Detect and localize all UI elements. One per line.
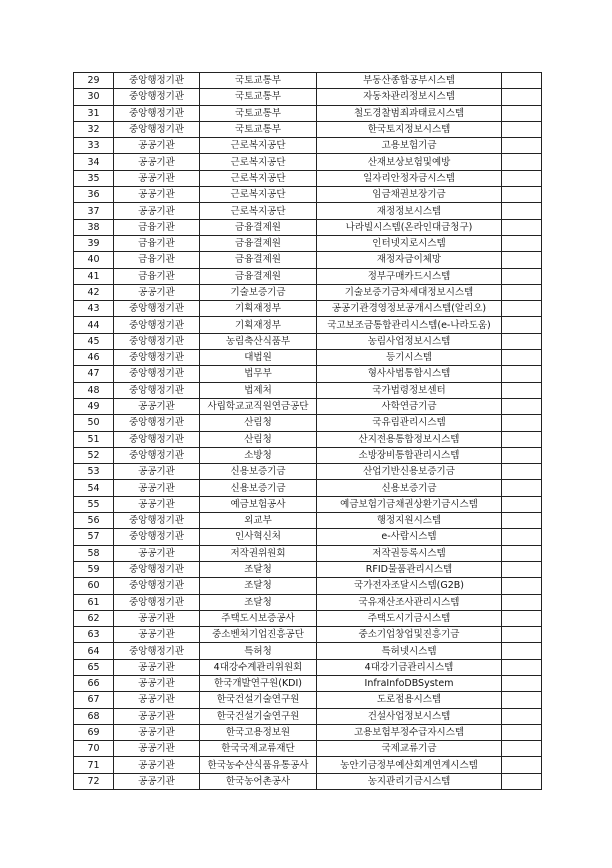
table-row	[74, 578, 542, 594]
agency-name-cell: 4대강수계관리위원회	[200, 659, 317, 675]
system-name-cell: 정부구매카드시스템	[317, 268, 502, 284]
table-row	[74, 219, 542, 235]
agency-name-cell: 기획재정부	[200, 317, 317, 333]
table-row	[74, 627, 542, 643]
agency-name-cell: 근로복지공단	[200, 187, 317, 203]
row-number-cell: 60	[74, 578, 114, 594]
note-cell	[502, 708, 542, 724]
row-number-cell: 68	[74, 708, 114, 724]
institution-type-cell: 중앙행정기관	[114, 643, 200, 659]
table-row	[74, 464, 542, 480]
table-row	[74, 561, 542, 577]
system-name-cell: 농림사업정보시스템	[317, 333, 502, 349]
table-row	[74, 301, 542, 317]
agency-name-cell: 소방청	[200, 447, 317, 463]
note-cell	[502, 545, 542, 561]
institution-type-cell: 중앙행정기관	[114, 447, 200, 463]
agency-name-cell: 금융결제원	[200, 219, 317, 235]
note-cell	[502, 350, 542, 366]
agency-name-cell: 한국건설기술연구원	[200, 708, 317, 724]
agency-name-cell: 근로복지공단	[200, 154, 317, 170]
note-cell	[502, 89, 542, 105]
system-name-cell: 고용보험부정수급자시스템	[317, 724, 502, 740]
institution-type-cell: 공공기관	[114, 496, 200, 512]
table-row	[74, 496, 542, 512]
system-name-cell: 재정자금이체망	[317, 252, 502, 268]
system-name-cell: 공공기관경영정보공개시스템(알리오)	[317, 301, 502, 317]
agency-name-cell: 금융결제원	[200, 252, 317, 268]
system-name-cell: 행정지원시스템	[317, 513, 502, 529]
institution-type-cell: 중앙행정기관	[114, 317, 200, 333]
note-cell	[502, 187, 542, 203]
agency-name-cell: 국토교통부	[200, 89, 317, 105]
institution-type-cell: 공공기관	[114, 284, 200, 300]
row-number-cell: 48	[74, 382, 114, 398]
row-number-cell: 52	[74, 447, 114, 463]
row-number-cell: 58	[74, 545, 114, 561]
row-number-cell: 43	[74, 301, 114, 317]
note-cell	[502, 431, 542, 447]
note-cell	[502, 219, 542, 235]
row-number-cell: 49	[74, 398, 114, 414]
system-name-cell: 나라빌시스템(온라인대금청구)	[317, 219, 502, 235]
agency-name-cell: 주택도시보증공사	[200, 610, 317, 626]
system-name-cell: 농안기금정부예산회계연계시스템	[317, 757, 502, 773]
row-number-cell: 71	[74, 757, 114, 773]
system-name-cell: 특허넷시스템	[317, 643, 502, 659]
table-row	[74, 724, 542, 740]
agency-name-cell: 법제처	[200, 382, 317, 398]
system-name-cell: 사학연금기금	[317, 398, 502, 414]
table-row	[74, 317, 542, 333]
table-row	[74, 366, 542, 382]
table-row	[74, 138, 542, 154]
row-number-cell: 65	[74, 659, 114, 675]
row-number-cell: 57	[74, 529, 114, 545]
note-cell	[502, 659, 542, 675]
table-row	[74, 447, 542, 463]
row-number-cell: 59	[74, 561, 114, 577]
system-name-cell: 산업기반신용보증기금	[317, 464, 502, 480]
agency-name-cell: 농림축산식품부	[200, 333, 317, 349]
institution-type-cell: 공공기관	[114, 757, 200, 773]
system-name-cell: 건설사업정보시스템	[317, 708, 502, 724]
row-number-cell: 69	[74, 724, 114, 740]
row-number-cell: 33	[74, 138, 114, 154]
institution-type-cell: 중앙행정기관	[114, 578, 200, 594]
agency-name-cell: 한국농어촌공사	[200, 773, 317, 789]
system-name-cell: 자동차관리정보시스템	[317, 89, 502, 105]
agency-name-cell: 국토교통부	[200, 105, 317, 121]
note-cell	[502, 366, 542, 382]
row-number-cell: 45	[74, 333, 114, 349]
agency-name-cell: 기획재정부	[200, 301, 317, 317]
table-row	[74, 382, 542, 398]
note-cell	[502, 252, 542, 268]
row-number-cell: 32	[74, 121, 114, 137]
institution-type-cell: 중앙행정기관	[114, 301, 200, 317]
note-cell	[502, 203, 542, 219]
row-number-cell: 41	[74, 268, 114, 284]
note-cell	[502, 773, 542, 789]
agency-name-cell: 한국국제교류재단	[200, 741, 317, 757]
note-cell	[502, 675, 542, 691]
row-number-cell: 37	[74, 203, 114, 219]
note-cell	[502, 757, 542, 773]
note-cell	[502, 73, 542, 89]
system-name-cell: 국가법령정보센터	[317, 382, 502, 398]
row-number-cell: 46	[74, 350, 114, 366]
note-cell	[502, 105, 542, 121]
system-name-cell: 중소기업창업및진흥기금	[317, 627, 502, 643]
row-number-cell: 67	[74, 692, 114, 708]
institution-type-cell: 공공기관	[114, 724, 200, 740]
row-number-cell: 53	[74, 464, 114, 480]
agency-name-cell: 산림청	[200, 431, 317, 447]
agency-name-cell: 사립학교교직원연금공단	[200, 398, 317, 414]
table-row	[74, 594, 542, 610]
note-cell	[502, 643, 542, 659]
row-number-cell: 39	[74, 235, 114, 251]
agency-name-cell: 신용보증기금	[200, 464, 317, 480]
system-name-cell: RFID물품관리시스템	[317, 561, 502, 577]
institution-type-cell: 공공기관	[114, 741, 200, 757]
institution-type-cell: 공공기관	[114, 138, 200, 154]
agency-name-cell: 저작권위원회	[200, 545, 317, 561]
row-number-cell: 55	[74, 496, 114, 512]
table-row	[74, 643, 542, 659]
row-number-cell: 30	[74, 89, 114, 105]
note-cell	[502, 741, 542, 757]
system-name-cell: 한국토지정보시스템	[317, 121, 502, 137]
agency-name-cell: 신용보증기금	[200, 480, 317, 496]
institution-type-cell: 중앙행정기관	[114, 594, 200, 610]
institution-type-cell: 중앙행정기관	[114, 350, 200, 366]
agency-name-cell: 국토교통부	[200, 121, 317, 137]
agency-name-cell: 조달청	[200, 561, 317, 577]
agency-name-cell: 예금보험공사	[200, 496, 317, 512]
row-number-cell: 54	[74, 480, 114, 496]
system-name-cell: 신용보증기금	[317, 480, 502, 496]
system-name-cell: 국유재산조사관리시스템	[317, 594, 502, 610]
table-body	[74, 73, 542, 790]
system-name-cell: e-사람시스템	[317, 529, 502, 545]
institution-type-cell: 중앙행정기관	[114, 415, 200, 431]
table-row	[74, 513, 542, 529]
note-cell	[502, 464, 542, 480]
institution-type-cell: 공공기관	[114, 545, 200, 561]
note-cell	[502, 627, 542, 643]
institution-type-cell: 중앙행정기관	[114, 366, 200, 382]
row-number-cell: 72	[74, 773, 114, 789]
institution-type-cell: 금융기관	[114, 219, 200, 235]
table-row	[74, 333, 542, 349]
note-cell	[502, 692, 542, 708]
note-cell	[502, 561, 542, 577]
row-number-cell: 50	[74, 415, 114, 431]
agency-name-cell: 한국건설기술연구원	[200, 692, 317, 708]
table-row	[74, 350, 542, 366]
institution-type-cell: 금융기관	[114, 235, 200, 251]
system-name-cell: 저작권등록시스템	[317, 545, 502, 561]
system-name-cell: 부동산종합공부시스템	[317, 73, 502, 89]
row-number-cell: 29	[74, 73, 114, 89]
table-row	[74, 610, 542, 626]
table-row	[74, 398, 542, 414]
agency-name-cell: 기술보증기금	[200, 284, 317, 300]
agency-name-cell: 근로복지공단	[200, 170, 317, 186]
row-number-cell: 36	[74, 187, 114, 203]
agency-name-cell: 산림청	[200, 415, 317, 431]
row-number-cell: 42	[74, 284, 114, 300]
table-row	[74, 675, 542, 691]
institution-type-cell: 공공기관	[114, 203, 200, 219]
table-row	[74, 415, 542, 431]
note-cell	[502, 529, 542, 545]
agency-name-cell: 조달청	[200, 578, 317, 594]
system-name-cell: 기술보증기금차세대정보시스템	[317, 284, 502, 300]
table-row	[74, 187, 542, 203]
institution-type-cell: 공공기관	[114, 464, 200, 480]
table-row	[74, 268, 542, 284]
institution-type-cell: 중앙행정기관	[114, 431, 200, 447]
table-row	[74, 545, 542, 561]
note-cell	[502, 447, 542, 463]
system-name-cell: 소방장비통합관리시스템	[317, 447, 502, 463]
system-name-cell: 재정정보시스템	[317, 203, 502, 219]
table-row	[74, 659, 542, 675]
table-row	[74, 252, 542, 268]
table-row	[74, 154, 542, 170]
row-number-cell: 70	[74, 741, 114, 757]
institution-type-cell: 중앙행정기관	[114, 89, 200, 105]
row-number-cell: 34	[74, 154, 114, 170]
note-cell	[502, 333, 542, 349]
institution-type-cell: 금융기관	[114, 252, 200, 268]
note-cell	[502, 415, 542, 431]
row-number-cell: 51	[74, 431, 114, 447]
note-cell	[502, 235, 542, 251]
table-row	[74, 235, 542, 251]
institution-type-cell: 공공기관	[114, 170, 200, 186]
table-row	[74, 708, 542, 724]
row-number-cell: 44	[74, 317, 114, 333]
table-row	[74, 203, 542, 219]
table-row	[74, 73, 542, 89]
system-name-cell: 국유림관리시스템	[317, 415, 502, 431]
row-number-cell: 47	[74, 366, 114, 382]
institution-type-cell: 중앙행정기관	[114, 333, 200, 349]
system-list-table	[73, 72, 542, 790]
row-number-cell: 66	[74, 675, 114, 691]
agency-name-cell: 법무부	[200, 366, 317, 382]
institution-type-cell: 중앙행정기관	[114, 561, 200, 577]
institution-type-cell: 공공기관	[114, 627, 200, 643]
agency-name-cell: 한국농수산식품유통공사	[200, 757, 317, 773]
agency-name-cell: 한국개발연구원(KDI)	[200, 675, 317, 691]
agency-name-cell: 금융결제원	[200, 235, 317, 251]
institution-type-cell: 금융기관	[114, 268, 200, 284]
agency-name-cell: 중소벤처기업진흥공단	[200, 627, 317, 643]
note-cell	[502, 138, 542, 154]
row-number-cell: 40	[74, 252, 114, 268]
row-number-cell: 64	[74, 643, 114, 659]
system-name-cell: 일자리안정자금시스템	[317, 170, 502, 186]
institution-type-cell: 중앙행정기관	[114, 105, 200, 121]
system-name-cell: 형사사법통합시스템	[317, 366, 502, 382]
institution-type-cell: 공공기관	[114, 708, 200, 724]
system-name-cell: 농지관리기금시스템	[317, 773, 502, 789]
table-row	[74, 741, 542, 757]
system-name-cell: 도로점용시스템	[317, 692, 502, 708]
note-cell	[502, 301, 542, 317]
table-row	[74, 529, 542, 545]
row-number-cell: 31	[74, 105, 114, 121]
system-name-cell: InfraInfoDBSystem	[317, 675, 502, 691]
note-cell	[502, 578, 542, 594]
table-row	[74, 480, 542, 496]
agency-name-cell: 인사혁신처	[200, 529, 317, 545]
system-name-cell: 예금보험기금채권상환기금시스템	[317, 496, 502, 512]
institution-type-cell: 공공기관	[114, 692, 200, 708]
row-number-cell: 63	[74, 627, 114, 643]
system-name-cell: 국제교류기금	[317, 741, 502, 757]
system-name-cell: 국가전자조달시스템(G2B)	[317, 578, 502, 594]
table-row	[74, 431, 542, 447]
institution-type-cell: 공공기관	[114, 773, 200, 789]
agency-name-cell: 조달청	[200, 594, 317, 610]
system-name-cell: 국고보조금통합관리시스템(e-나라도움)	[317, 317, 502, 333]
institution-type-cell: 공공기관	[114, 659, 200, 675]
institution-type-cell: 중앙행정기관	[114, 529, 200, 545]
table-row	[74, 284, 542, 300]
system-name-cell: 인터넷지로시스템	[317, 235, 502, 251]
agency-name-cell: 근로복지공단	[200, 138, 317, 154]
institution-type-cell: 공공기관	[114, 480, 200, 496]
system-name-cell: 철도경찰범죄과태료시스템	[317, 105, 502, 121]
note-cell	[502, 121, 542, 137]
system-name-cell: 산재보상보험및예방	[317, 154, 502, 170]
institution-type-cell: 중앙행정기관	[114, 513, 200, 529]
institution-type-cell: 중앙행정기관	[114, 73, 200, 89]
table-row	[74, 773, 542, 789]
row-number-cell: 35	[74, 170, 114, 186]
institution-type-cell: 중앙행정기관	[114, 382, 200, 398]
note-cell	[502, 480, 542, 496]
system-name-cell: 주택도시기금시스템	[317, 610, 502, 626]
system-name-cell: 고용보험기금	[317, 138, 502, 154]
note-cell	[502, 610, 542, 626]
system-name-cell: 산지전용통합정보시스템	[317, 431, 502, 447]
agency-name-cell: 대법원	[200, 350, 317, 366]
table-row	[74, 121, 542, 137]
institution-type-cell: 중앙행정기관	[114, 121, 200, 137]
note-cell	[502, 170, 542, 186]
table-row	[74, 170, 542, 186]
table-row	[74, 89, 542, 105]
note-cell	[502, 317, 542, 333]
row-number-cell: 61	[74, 594, 114, 610]
institution-type-cell: 공공기관	[114, 187, 200, 203]
note-cell	[502, 594, 542, 610]
row-number-cell: 38	[74, 219, 114, 235]
note-cell	[502, 724, 542, 740]
note-cell	[502, 382, 542, 398]
note-cell	[502, 513, 542, 529]
agency-name-cell: 특허청	[200, 643, 317, 659]
table-row	[74, 692, 542, 708]
institution-type-cell: 공공기관	[114, 154, 200, 170]
agency-name-cell: 금융결제원	[200, 268, 317, 284]
agency-name-cell: 한국고용정보원	[200, 724, 317, 740]
agency-name-cell: 외교부	[200, 513, 317, 529]
system-name-cell: 4대강기금관리시스템	[317, 659, 502, 675]
agency-name-cell: 국토교통부	[200, 73, 317, 89]
note-cell	[502, 398, 542, 414]
row-number-cell: 56	[74, 513, 114, 529]
note-cell	[502, 154, 542, 170]
institution-type-cell: 공공기관	[114, 610, 200, 626]
agency-name-cell: 근로복지공단	[200, 203, 317, 219]
note-cell	[502, 284, 542, 300]
row-number-cell: 62	[74, 610, 114, 626]
table-row	[74, 757, 542, 773]
system-name-cell: 등기시스템	[317, 350, 502, 366]
institution-type-cell: 공공기관	[114, 398, 200, 414]
system-name-cell: 임금채권보장기금	[317, 187, 502, 203]
note-cell	[502, 496, 542, 512]
table-row	[74, 105, 542, 121]
note-cell	[502, 268, 542, 284]
institution-type-cell: 공공기관	[114, 675, 200, 691]
